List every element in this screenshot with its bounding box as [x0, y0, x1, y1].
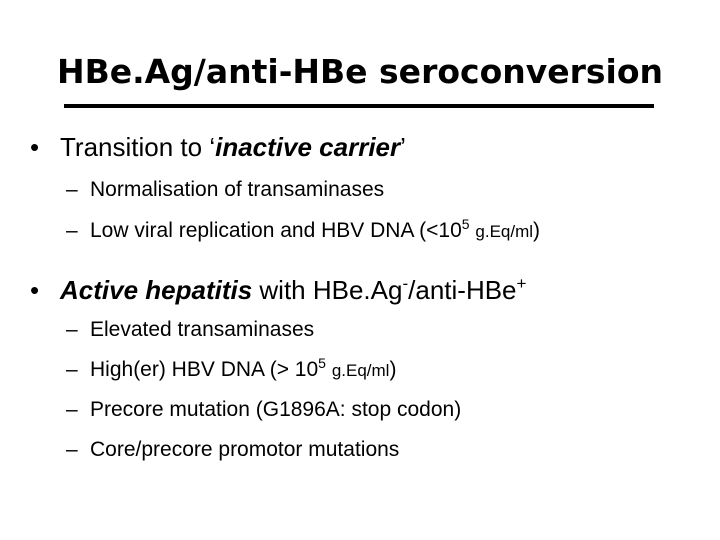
sub-item-precore-mutation: [66, 396, 461, 424]
sub-item-end: ): [533, 219, 541, 242]
superscript-plus: +: [516, 274, 527, 293]
slide-title: HBe.Ag/anti-HBe seroconversion: [56, 52, 664, 91]
dash-marker: –: [66, 318, 78, 341]
sub-item-normalisation: [66, 176, 384, 204]
sub-item-text: Normalisation of transaminases: [90, 178, 385, 201]
bullet-text: /anti-HBe: [408, 275, 517, 305]
dash-marker: –: [66, 438, 78, 461]
bullet-text: with HBe.Ag: [252, 275, 403, 305]
bullet-text-prefix: Transition to ‘: [60, 132, 216, 162]
unit-text: g.Eq/ml: [331, 361, 390, 380]
sub-item-text: Core/precore promotor mutations: [90, 438, 400, 461]
bullet-marker: •: [30, 132, 40, 162]
sub-item-elevated: [66, 316, 314, 344]
bullet-emphasis: inactive carrier: [215, 132, 401, 162]
bullet-text-suffix: ’: [400, 132, 406, 162]
bullet-emphasis: Active hepatitis: [60, 275, 253, 305]
dash-marker: –: [66, 219, 78, 242]
sub-item-text: Elevated transaminases: [90, 318, 315, 341]
sub-item-text: High(er) HBV DNA (> 10: [90, 358, 319, 381]
sub-item-low-replication: [66, 217, 540, 246]
sub-item-text: Low viral replication and HBV DNA (<10: [90, 219, 462, 242]
dash-marker: –: [66, 398, 78, 421]
exponent: 5: [318, 355, 326, 371]
exponent: 5: [461, 216, 470, 232]
bullet-marker: •: [30, 275, 40, 305]
bullet-active-hepatitis: [30, 274, 526, 306]
sub-item-promotor-mutations: [66, 436, 399, 464]
sub-item-higher-dna: [66, 356, 396, 385]
dash-marker: –: [66, 358, 78, 381]
sub-item-text: Precore mutation (G1896A: stop codon): [90, 398, 462, 421]
superscript-minus: -: [402, 274, 409, 293]
dash-marker: –: [66, 178, 78, 201]
sub-item-end: ): [389, 358, 397, 381]
unit-text: g.Eq/ml: [475, 222, 534, 241]
title-underline: [64, 104, 654, 108]
bullet-inactive-carrier: [30, 131, 406, 163]
